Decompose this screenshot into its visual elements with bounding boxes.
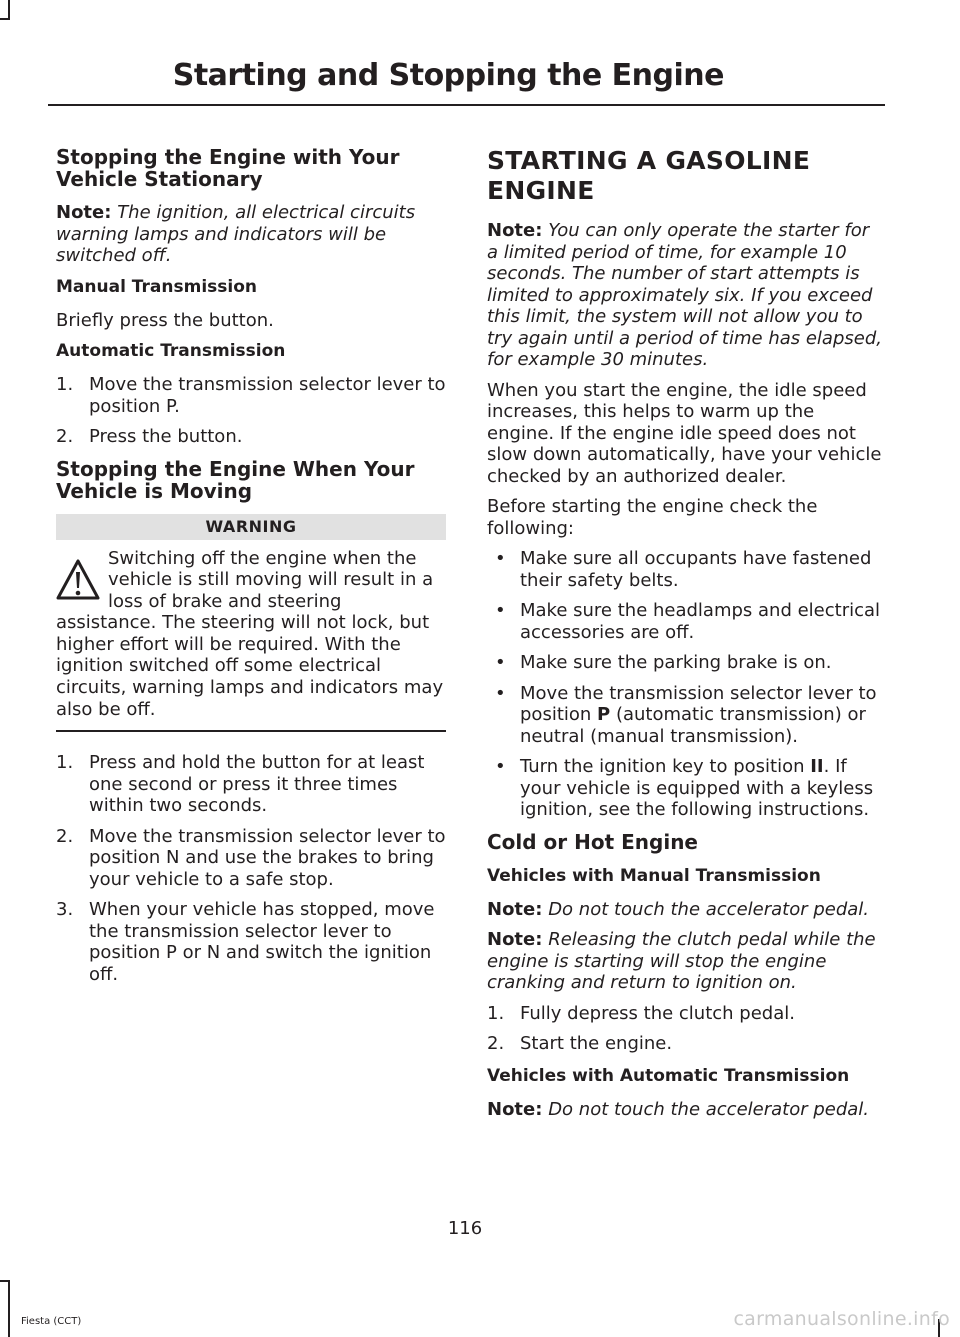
step-text: When your vehicle has stopped, move the transmission selector lever to position P or N and switch the ignition off.: [89, 899, 435, 985]
bullet: •: [495, 548, 506, 569]
warning-triangle-icon: [56, 558, 100, 602]
watermark: carmanualsonline.info: [733, 1308, 950, 1330]
crop-mark: [0, 18, 10, 20]
page-number: 116: [447, 1218, 483, 1239]
note-text: You can only operate the starter for a limited period of time, for example 10 seconds. The number of start attempts is limited to approximately six. If you exceed this limit, the system will not allow you to try again until a period of time has elapsed, for example 30 minutes.: [487, 220, 882, 370]
warning-header: WARNING: [56, 514, 446, 540]
heading-stopping-stationary: Stopping the Engine with Your Vehicle Stationary: [56, 145, 400, 191]
moving-steps-list: [56, 752, 446, 985]
manual-steps-list: [487, 1003, 882, 1055]
note-label: Note:: [487, 1098, 543, 1120]
note-text: Do not touch the accelerator pedal.: [548, 1098, 870, 1120]
list-item: [56, 426, 446, 448]
note-label: Note:: [487, 898, 543, 920]
note-text: The ignition, all electrical circuits warning lamps and indicators will be switched off.: [56, 202, 416, 266]
crop-mark: [8, 0, 10, 18]
paragraph: When you start the engine, the idle speed increases, this helps to warm up the engine. If the engine idle speed does not slow down automatically, have your vehicle checked by an authorized dealer.: [487, 379, 882, 487]
bullet-text: Make sure the headlamps and electrical accessories are off.: [520, 600, 881, 643]
list-item: [56, 899, 446, 985]
note: [487, 929, 882, 994]
step-number: 2.: [487, 1033, 505, 1054]
step-number: 1.: [487, 1002, 505, 1024]
crop-mark: [8, 1280, 10, 1337]
header-rule: [48, 104, 885, 106]
list-item: [56, 752, 446, 817]
warning-text: Switching off the engine when the vehicle is still moving will result in a loss of brake and steering assistance. The steering will not lock, but higher effort will be required. With the ignition switched off some electrical circuits, warning lamps and indicators may also be off.: [56, 547, 444, 720]
list-item: [487, 652, 882, 674]
note-label: Note:: [56, 202, 112, 223]
right-column: [487, 146, 882, 1129]
note: [487, 899, 882, 921]
step-text: Move the transmission selector lever to position N and use the brakes to bring your vehicle to a safe stop.: [89, 825, 446, 890]
footer-model-label: Fiesta (CCT): [21, 1316, 82, 1327]
heading-vehicles-manual: Vehicles with Manual Transmission: [487, 865, 821, 886]
note-text: Do not touch the accelerator pedal.: [548, 898, 870, 920]
bullet: •: [495, 652, 506, 673]
list-item: [487, 1003, 882, 1025]
note: [487, 1099, 882, 1121]
heading-starting-gasoline: STARTING A GASOLINE ENGINE: [487, 146, 811, 205]
paragraph: Before starting the engine check the following:: [487, 496, 818, 539]
step-text: Press and hold the button for at least one second or press it three times within two seconds.: [89, 752, 425, 817]
page-header-title: Starting and Stopping the Engine: [172, 58, 724, 93]
step-number: 1.: [56, 374, 74, 395]
auto-steps-list: [56, 374, 446, 448]
list-item: [487, 548, 882, 591]
step-number: 3.: [56, 899, 74, 921]
warning-rule: [56, 730, 446, 732]
note-label: Note:: [487, 220, 543, 241]
note: [487, 220, 882, 371]
crop-mark: [0, 1280, 10, 1282]
step-number: 2.: [56, 426, 74, 447]
heading-manual-transmission: Manual Transmission: [56, 276, 258, 297]
list-item: [56, 826, 446, 891]
paragraph: Briefly press the button.: [56, 309, 274, 331]
heading-vehicles-automatic: Vehicles with Automatic Transmission: [487, 1065, 850, 1086]
list-item: [487, 1033, 882, 1055]
list-item: [56, 374, 446, 417]
heading-stopping-moving: Stopping the Engine When Your Vehicle is Moving: [56, 456, 415, 503]
bullet: •: [495, 600, 506, 621]
step-text: Move the transmission selector lever to position P.: [89, 374, 446, 417]
bullet-text: Turn the ignition key to position II. If your vehicle is equipped with a keyless ignition, see the following instructions.: [520, 756, 874, 820]
step-number: 2.: [56, 825, 74, 847]
bullet: •: [495, 682, 506, 704]
heading-cold-hot-engine: Cold or Hot Engine: [487, 829, 698, 854]
bullet-text: Make sure the parking brake is on.: [520, 652, 832, 673]
list-item: [487, 600, 882, 643]
heading-automatic-transmission: Automatic Transmission: [56, 341, 286, 361]
left-column: [56, 146, 446, 995]
step-text: Press the button.: [89, 426, 243, 447]
step-text: Start the engine.: [520, 1033, 673, 1054]
note-label: Note:: [487, 929, 543, 950]
warning-box: [56, 548, 446, 721]
note-text: Releasing the clutch pedal while the engine is starting will stop the engine cranking and return to ignition on.: [487, 929, 876, 993]
bullet-text: Move the transmission selector lever to position P (automatic transmission) or neutral (manual transmission).: [520, 682, 877, 747]
checklist: [487, 548, 882, 821]
step-number: 1.: [56, 752, 74, 774]
note: [56, 202, 446, 267]
list-item: [487, 683, 882, 748]
step-text: Fully depress the clutch pedal.: [520, 1002, 795, 1024]
list-item: [487, 756, 882, 821]
bullet: •: [495, 756, 506, 777]
bullet-text: Make sure all occupants have fastened their safety belts.: [520, 548, 872, 591]
